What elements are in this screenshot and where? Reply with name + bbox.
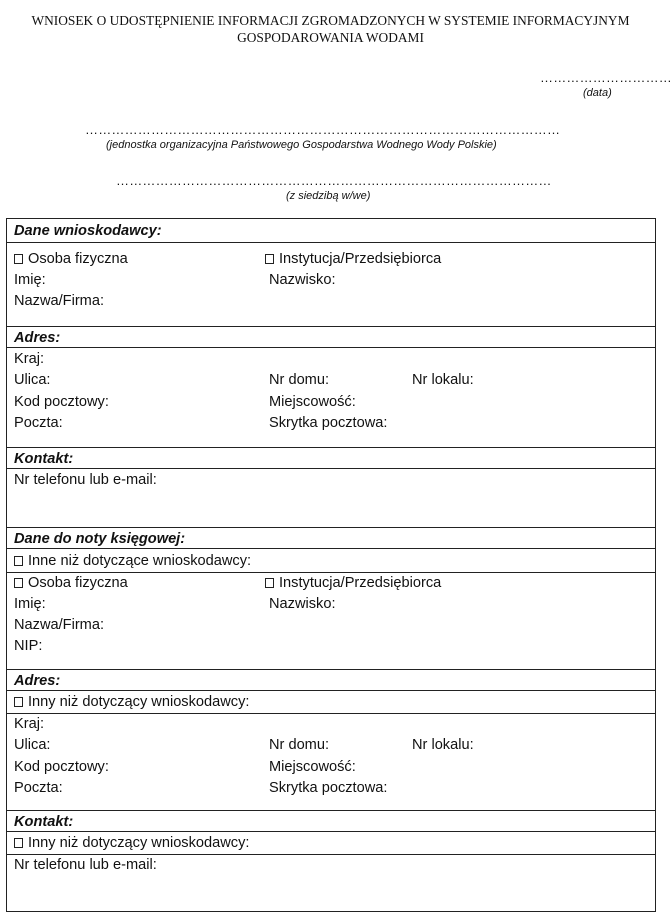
checkbox-icon[interactable] xyxy=(14,556,23,566)
unit-caption: (jednostka organizacyjna Państwowego Gospodarstwa Wodnego Wody Polskie) xyxy=(106,139,497,151)
note-contact-phone-label: Nr telefonu lub e-mail: xyxy=(14,857,157,873)
option-label: Osoba fizyczna xyxy=(28,575,128,591)
applicant-first-name-label: Imię: xyxy=(14,272,46,288)
document-title xyxy=(0,12,661,46)
option-label: Inne niż dotyczące wnioskodawcy: xyxy=(28,553,252,569)
note-address-post-office-label: Poczta: xyxy=(14,780,63,796)
note-contact-other-option[interactable] xyxy=(14,834,249,852)
checkbox-icon[interactable] xyxy=(14,578,23,588)
option-label: Instytucja/Przedsiębiorca xyxy=(279,575,442,591)
note-address-apartment-label: Nr lokalu: xyxy=(412,737,474,753)
title-line-1: WNIOSEK O UDOSTĘPNIENIE INFORMACJI ZGROMADZONYCH W SYSTEMIE INFORMACYJNYM xyxy=(31,13,630,28)
checkbox-icon[interactable] xyxy=(14,838,23,848)
contact-phone-label: Nr telefonu lub e-mail: xyxy=(14,472,157,488)
divider xyxy=(7,831,655,832)
divider xyxy=(7,242,655,243)
note-address-city-label: Miejscowość: xyxy=(269,759,356,775)
contact-header: Kontakt: xyxy=(14,451,74,467)
option-label: Instytucja/Przedsiębiorca xyxy=(279,251,442,267)
note-address-street-label: Ulica: xyxy=(14,737,51,753)
checkbox-icon[interactable] xyxy=(265,254,274,264)
applicant-last-name-label: Nazwisko: xyxy=(269,272,336,288)
address-po-box-label: Skrytka pocztowa: xyxy=(269,415,388,431)
checkbox-icon[interactable] xyxy=(265,578,274,588)
note-contact-header: Kontakt: xyxy=(14,814,74,830)
divider xyxy=(7,548,655,549)
applicant-company-label: Nazwa/Firma: xyxy=(14,293,105,309)
note-other-option[interactable] xyxy=(14,552,251,570)
checkbox-icon[interactable] xyxy=(14,254,23,264)
note-header: Dane do noty księgowej: xyxy=(14,531,186,547)
address-country-label: Kraj: xyxy=(14,351,45,367)
note-person-option[interactable] xyxy=(14,574,128,592)
divider xyxy=(7,690,655,691)
divider xyxy=(7,347,655,348)
note-company-label: Nazwa/Firma: xyxy=(14,617,105,633)
note-last-name-label: Nazwisko: xyxy=(269,596,336,612)
unit-field[interactable]: ……………………………………………………………………………………………… xyxy=(85,122,561,137)
address-header: Adres: xyxy=(14,330,61,346)
note-address-other-option[interactable] xyxy=(14,693,249,711)
note-address-header: Adres: xyxy=(14,673,61,689)
divider xyxy=(7,468,655,469)
date-field[interactable]: ………………………… xyxy=(540,70,672,85)
applicant-header: Dane wnioskodawcy: xyxy=(14,223,162,239)
applicant-person-option[interactable] xyxy=(14,250,128,268)
note-address-country-label: Kraj: xyxy=(14,716,45,732)
applicant-institution-option[interactable] xyxy=(265,250,441,268)
divider xyxy=(7,810,655,811)
option-label: Inny niż dotyczący wnioskodawcy: xyxy=(28,835,250,851)
divider xyxy=(7,669,655,670)
address-post-office-label: Poczta: xyxy=(14,415,63,431)
date-caption: (data) xyxy=(583,87,612,99)
divider xyxy=(7,854,655,855)
address-postal-code-label: Kod pocztowy: xyxy=(14,394,109,410)
divider xyxy=(7,326,655,327)
note-address-house-label: Nr domu: xyxy=(269,737,330,753)
option-label: Inny niż dotyczący wnioskodawcy: xyxy=(28,694,250,710)
divider xyxy=(7,527,655,528)
divider xyxy=(7,572,655,573)
divider xyxy=(7,713,655,714)
address-apartment-label: Nr lokalu: xyxy=(412,372,474,388)
note-first-name-label: Imię: xyxy=(14,596,46,612)
address-city-label: Miejscowość: xyxy=(269,394,356,410)
note-institution-option[interactable] xyxy=(265,574,441,592)
address-street-label: Ulica: xyxy=(14,372,51,388)
note-address-postal-code-label: Kod pocztowy: xyxy=(14,759,109,775)
note-nip-label: NIP: xyxy=(14,638,43,654)
address-house-label: Nr domu: xyxy=(269,372,330,388)
title-line-2: GOSPODAROWANIA WODAMI xyxy=(237,30,424,45)
checkbox-icon[interactable] xyxy=(14,697,23,707)
application-form xyxy=(6,218,656,912)
option-label: Osoba fizyczna xyxy=(28,251,128,267)
divider xyxy=(7,447,655,448)
note-address-po-box-label: Skrytka pocztowa: xyxy=(269,780,388,796)
seat-caption: (z siedzibą w/we) xyxy=(286,190,371,202)
seat-field[interactable]: ……………………………………………………………………………………… xyxy=(116,173,552,188)
